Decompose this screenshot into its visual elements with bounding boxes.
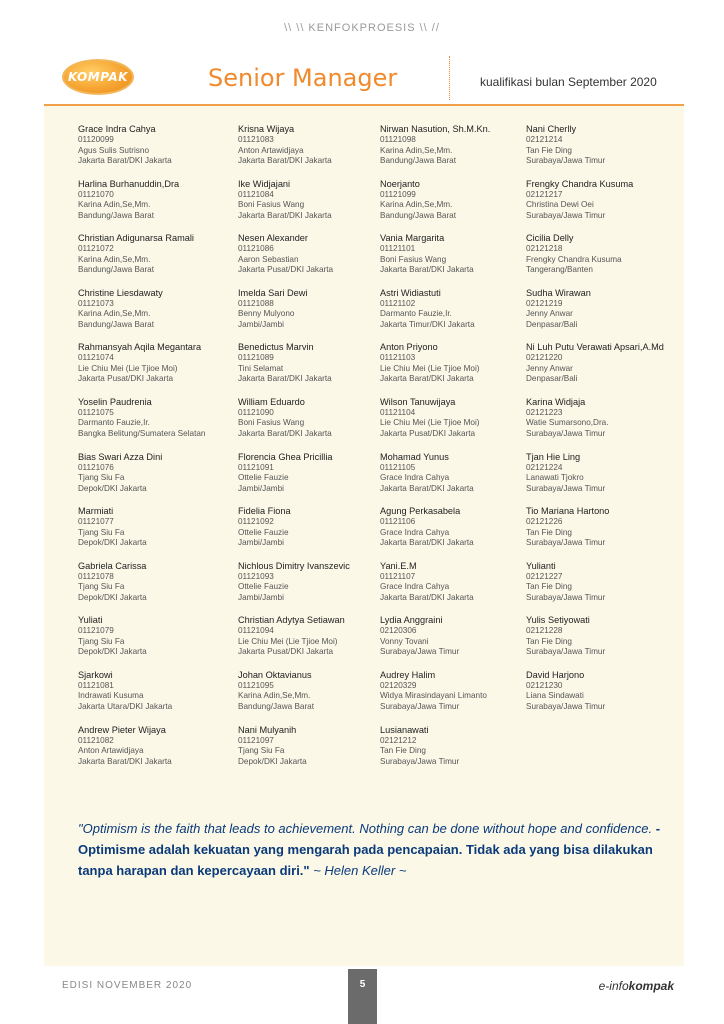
member-entry: [380, 506, 490, 561]
member-location: Jakarta Pusat/DKI Jakarta: [238, 265, 334, 275]
member-location: Jakarta Barat/DKI Jakarta: [238, 428, 332, 438]
member-name: Tio Mariana Hartono: [526, 506, 610, 517]
member-location: Jambi/Jambi: [238, 538, 284, 548]
member-id: 01121098: [380, 135, 416, 144]
quote-author: ~ Helen Keller ~: [313, 863, 407, 878]
member-name: Nichlous Dimitry Ivanszevic: [238, 560, 350, 571]
member-name: William Eduardo: [238, 396, 305, 407]
member-id: 02121227: [526, 571, 563, 581]
quote-english: "Optimism is the faith that leads to achievement. Nothing can be done without hope and confidence.: [78, 821, 653, 836]
member-sponsor: Karina Adin,Se,Mm.: [78, 309, 151, 319]
member-sponsor: Karina Adin,Se,Mm.: [78, 254, 151, 264]
member-id: 01121105: [380, 462, 416, 472]
member-entry: [238, 342, 350, 397]
member-name: Nani Mulyanih: [238, 724, 297, 735]
member-name: Krisna Wijaya: [238, 124, 295, 134]
member-name: Anton Priyono: [380, 342, 438, 353]
member-id: 01121101: [380, 244, 416, 254]
member-name: Yoselin Paudrenia: [78, 396, 152, 407]
member-location: Bandung/Jawa Barat: [238, 701, 315, 711]
member-id: 02120329: [380, 680, 417, 690]
member-name: Andrew Pieter Wijaya: [78, 724, 166, 735]
member-sponsor: Lie Chiu Mei (Lie Tjioe Moi): [380, 418, 480, 428]
member-name: Imelda Sari Dewi: [238, 287, 308, 298]
member-location: Bandung/Jawa Barat: [380, 210, 457, 220]
member-entry: [78, 288, 205, 343]
member-location: Bandung/Jawa Barat: [78, 210, 155, 220]
member-name: Karina Widjaja: [526, 396, 586, 407]
member-location: Jakarta Timur/DKI Jakarta: [380, 319, 475, 329]
member-name: Johan Oktavianus: [238, 669, 312, 680]
member-sponsor: Boni Fasius Wang: [380, 254, 447, 264]
member-id: 01121090: [238, 407, 274, 417]
member-location: Surabaya/Jawa Timur: [380, 701, 460, 711]
member-name: Tjan Hie Ling: [526, 451, 581, 462]
member-location: Bandung/Jawa Barat: [78, 319, 155, 329]
member-id: 02121217: [526, 189, 563, 199]
member-name: Yulis Setiyowati: [526, 615, 590, 626]
member-name: Grace Indra Cahya: [78, 124, 156, 134]
member-id: 02121218: [526, 244, 563, 254]
member-location: Surabaya/Jawa Timur: [380, 756, 460, 766]
quote-indonesian: - Optimisme adalah kekuatan yang mengarah pada pencapaian. Tidak ada yang bisa dilakukan tanpa harapan dan kepercayaan diri.": [78, 821, 661, 878]
member-id: 01121104: [380, 407, 416, 417]
member-entry: [238, 179, 350, 234]
member-name: Astri Widiastuti: [380, 287, 441, 298]
member-name: Vania Margarita: [380, 233, 445, 244]
member-id: 01121097: [238, 735, 274, 745]
member-location: Jakarta Pusat/DKI Jakarta: [380, 428, 476, 438]
member-sponsor: Tan Fie Ding: [526, 527, 572, 537]
member-entry: [78, 452, 205, 507]
member-sponsor: Christina Dewi Oei: [526, 200, 594, 210]
member-location: Surabaya/Jawa Timur: [526, 156, 606, 165]
member-entry: [526, 615, 664, 670]
member-entry: [526, 124, 664, 179]
member-id: 01120099: [78, 135, 114, 144]
member-sponsor: Benny Mulyono: [238, 309, 295, 319]
member-sponsor: Grace Indra Cahya: [380, 527, 450, 537]
member-id: 01121103: [380, 353, 416, 363]
member-name: Fidelia Fiona: [238, 506, 291, 517]
member-location: Jambi/Jambi: [238, 483, 284, 493]
member-entry: [78, 725, 205, 780]
member-entry: [238, 233, 350, 288]
member-sponsor: Lie Chiu Mei (Lie Tjioe Moi): [78, 363, 178, 373]
member-id: 01121089: [238, 353, 274, 363]
member-entry: [78, 342, 205, 397]
member-name: Cicilia Delly: [526, 233, 574, 244]
member-location: Jakarta Barat/DKI Jakarta: [380, 592, 474, 602]
member-name: Audrey Halim: [380, 669, 436, 680]
member-location: Bandung/Jawa Barat: [78, 265, 155, 275]
member-id: 01121074: [78, 353, 114, 363]
member-sponsor: Jenny Anwar: [526, 363, 573, 373]
member-sponsor: Tan Fie Ding: [526, 145, 572, 155]
member-name: David Harjono: [526, 669, 585, 680]
member-location: Jakarta Barat/DKI Jakarta: [380, 538, 474, 548]
member-sponsor: Karina Adin,Se,Mm.: [380, 200, 453, 210]
member-id: 01121077: [78, 517, 114, 527]
member-sponsor: Frengky Chandra Kusuma: [526, 254, 622, 264]
member-name: Nesen Alexander: [238, 233, 308, 244]
member-location: Tangerang/Banten: [526, 265, 593, 275]
member-sponsor: Ottelie Fauzie: [238, 527, 289, 537]
edition-label: EDISI NOVEMBER 2020: [62, 980, 193, 991]
member-id: 01121106: [380, 517, 416, 527]
member-id: 01121088: [238, 298, 274, 308]
member-location: Depok/DKI Jakarta: [78, 538, 147, 548]
member-name: Rahmansyah Aqila Megantara: [78, 342, 202, 353]
member-name: Ike Widjajani: [238, 178, 291, 189]
member-sponsor: Lie Chiu Mei (Lie Tjioe Moi): [380, 363, 480, 373]
brand-bold: kompak: [628, 979, 674, 993]
member-sponsor: Lanawati Tjokro: [526, 473, 584, 483]
member-location: Jakarta Pusat/DKI Jakarta: [78, 374, 174, 384]
member-entry: [380, 561, 490, 616]
page-title: Senior Manager: [208, 64, 398, 92]
member-sponsor: Grace Indra Cahya: [380, 582, 450, 592]
member-entry: [78, 506, 205, 561]
member-location: Surabaya/Jawa Timur: [526, 428, 606, 438]
section-header: [44, 56, 684, 102]
member-location: Surabaya/Jawa Timur: [526, 538, 606, 548]
member-id: 01121078: [78, 571, 114, 581]
member-location: Bangka Belitung/Sumatera Selatan: [78, 428, 206, 438]
member-name: Benedictus Marvin: [238, 342, 314, 353]
member-location: Surabaya/Jawa Timur: [526, 483, 606, 493]
member-name: Mohamad Yunus: [380, 451, 449, 462]
member-entry: [380, 124, 490, 179]
member-id: 01121073: [78, 298, 114, 308]
page-number: 5: [359, 979, 366, 990]
member-id: 01121082: [78, 735, 114, 745]
member-entry: [380, 288, 490, 343]
content-panel: [44, 106, 684, 966]
member-location: Jakarta Barat/DKI Jakarta: [380, 265, 474, 275]
member-location: Jakarta Pusat/DKI Jakarta: [238, 647, 334, 657]
header-divider: [449, 56, 450, 100]
member-id: 02121214: [526, 135, 563, 144]
member-entry: [380, 670, 490, 725]
member-entry: [380, 615, 490, 670]
member-sponsor: Widya Mirasindayani Limanto: [380, 691, 487, 701]
brand-footer: [599, 979, 674, 993]
page-number-box: [348, 969, 377, 1024]
member-location: Jambi/Jambi: [238, 592, 284, 602]
member-location: Surabaya/Jawa Timur: [380, 647, 460, 657]
brand-prefix: e-info: [598, 979, 629, 993]
member-id: 01121084: [238, 189, 274, 199]
member-entry: [380, 397, 490, 452]
member-name: Christian Adigunarsa Ramali: [78, 233, 194, 244]
member-sponsor: Aaron Sebastian: [238, 254, 299, 264]
member-sponsor: Agus Sulis Sutrisno: [78, 145, 149, 155]
member-sponsor: Liana Sindawati: [526, 691, 584, 701]
member-sponsor: Tan Fie Ding: [526, 636, 572, 646]
member-name: Sjarkowi: [78, 669, 113, 680]
member-entry: [526, 561, 664, 616]
member-location: Jakarta Utara/DKI Jakarta: [78, 701, 173, 711]
member-entry: [380, 452, 490, 507]
member-location: Surabaya/Jawa Timur: [526, 592, 606, 602]
member-entry: [526, 233, 664, 288]
member-name: Harlina Burhanuddin,Dra: [78, 178, 180, 189]
member-name: Noerjanto: [380, 178, 420, 189]
member-location: Jakarta Barat/DKI Jakarta: [238, 156, 332, 165]
member-id: 01121079: [78, 626, 114, 636]
member-location: Jakarta Barat/DKI Jakarta: [238, 374, 332, 384]
member-id: 01121091: [238, 462, 274, 472]
member-column-3: [380, 124, 490, 779]
member-location: Surabaya/Jawa Timur: [526, 210, 606, 220]
member-entry: [526, 506, 664, 561]
member-name: Yulianti: [526, 560, 556, 571]
member-location: Depok/DKI Jakarta: [78, 647, 147, 657]
member-entry: [78, 615, 205, 670]
member-location: Surabaya/Jawa Timur: [526, 701, 606, 711]
member-location: Denpasar/Bali: [526, 319, 578, 329]
member-sponsor: Grace Indra Cahya: [380, 473, 450, 483]
member-id: 01121094: [238, 626, 274, 636]
member-location: Jakarta Barat/DKI Jakarta: [78, 156, 172, 165]
member-id: 01121075: [78, 407, 114, 417]
member-sponsor: Anton Artawidjaya: [238, 145, 304, 155]
member-sponsor: Lie Chiu Mei (Lie Tjioe Moi): [238, 636, 338, 646]
member-sponsor: Boni Fasius Wang: [238, 418, 305, 428]
member-sponsor: Karina Adin,Se,Mm.: [78, 200, 151, 210]
member-id: 01121072: [78, 244, 114, 254]
member-entry: [238, 615, 350, 670]
member-name: Nani Cherlly: [526, 124, 577, 134]
member-entry: [380, 179, 490, 234]
member-id: 02121212: [380, 735, 417, 745]
member-entry: [238, 124, 350, 179]
member-entry: [238, 506, 350, 561]
member-location: Depok/DKI Jakarta: [78, 483, 147, 493]
member-sponsor: Tjang Siu Fa: [78, 527, 125, 537]
member-name: Christian Adytya Setiawan: [238, 615, 345, 626]
member-location: Bandung/Jawa Barat: [380, 156, 457, 165]
member-name: Frengky Chandra Kusuma: [526, 178, 634, 189]
member-sponsor: Anton Artawidjaya: [78, 746, 144, 756]
member-entry: [238, 561, 350, 616]
member-sponsor: Tjang Siu Fa: [78, 582, 125, 592]
member-location: Depok/DKI Jakarta: [238, 756, 307, 766]
member-entry: [78, 233, 205, 288]
member-entry: [526, 397, 664, 452]
member-column-1: [78, 124, 205, 779]
member-sponsor: Ottelie Fauzie: [238, 473, 289, 483]
member-sponsor: Darmanto Fauzie,Ir.: [78, 418, 150, 428]
magazine-header: \\ \\ KENFOKPROESIS \\ //: [284, 22, 440, 34]
member-location: Jakarta Barat/DKI Jakarta: [380, 374, 474, 384]
member-id: 01121070: [78, 189, 114, 199]
member-sponsor: Tan Fie Ding: [380, 746, 426, 756]
member-entry: [238, 397, 350, 452]
member-entry: [526, 288, 664, 343]
member-location: Surabaya/Jawa Timur: [526, 647, 606, 657]
member-id: 02121230: [526, 680, 563, 690]
member-entry: [78, 561, 205, 616]
kompak-logo: KOMPAK: [62, 59, 134, 95]
member-entry: [526, 342, 664, 397]
member-sponsor: Karina Adin,Se,Mm.: [238, 691, 311, 701]
member-name: Nirwan Nasution, Sh.M.Kn.: [380, 124, 491, 134]
member-id: 02121228: [526, 626, 563, 636]
member-sponsor: Ottelie Fauzie: [238, 582, 289, 592]
member-entry: [526, 452, 664, 507]
member-name: Lydia Anggraini: [380, 615, 443, 626]
member-entry: [380, 725, 490, 780]
member-id: 02121220: [526, 353, 563, 363]
member-id: 02121224: [526, 462, 563, 472]
member-location: Jakarta Barat/DKI Jakarta: [78, 756, 172, 766]
member-sponsor: Tan Fie Ding: [526, 582, 572, 592]
member-entry: [238, 288, 350, 343]
member-entry: [78, 124, 205, 179]
member-location: Denpasar/Bali: [526, 374, 578, 384]
quote-block: [78, 818, 668, 881]
member-id: 02121226: [526, 517, 563, 527]
member-id: 01121083: [238, 135, 274, 144]
member-id: 02121219: [526, 298, 563, 308]
member-sponsor: Tini Selamat: [238, 363, 284, 373]
member-name: Ni Luh Putu Verawati Apsari,A.Md: [526, 342, 664, 353]
member-id: 01121092: [238, 517, 274, 527]
member-id: 01121076: [78, 462, 114, 472]
member-column-2: [238, 124, 350, 779]
member-sponsor: Boni Fasius Wang: [238, 200, 305, 210]
member-name: Florencia Ghea Pricillia: [238, 451, 333, 462]
member-name: Wilson Tanuwijaya: [380, 396, 456, 407]
member-sponsor: Darmanto Fauzie,Ir.: [380, 309, 452, 319]
member-id: 01121086: [238, 244, 274, 254]
member-name: Christine Liesdawaty: [78, 287, 163, 298]
member-sponsor: Vonny Tovani: [380, 636, 429, 646]
member-name: Agung Perkasabela: [380, 506, 461, 517]
member-sponsor: Tjang Siu Fa: [78, 473, 125, 483]
member-entry: [380, 342, 490, 397]
member-entry: [526, 179, 664, 234]
member-entry: [526, 670, 664, 725]
member-entry: [380, 233, 490, 288]
member-entry: [238, 670, 350, 725]
member-name: Yani.E.M: [380, 560, 417, 571]
member-id: 01121081: [78, 680, 114, 690]
member-id: 01121095: [238, 680, 274, 690]
member-name: Sudha Wirawan: [526, 287, 591, 298]
member-id: 01121107: [380, 571, 416, 581]
member-id: 02121223: [526, 407, 563, 417]
member-sponsor: Indrawati Kusuma: [78, 691, 144, 701]
member-column-4: [526, 124, 664, 725]
member-location: Jambi/Jambi: [238, 319, 284, 329]
member-sponsor: Tjang Siu Fa: [78, 636, 125, 646]
member-name: Marmiati: [78, 506, 114, 517]
member-sponsor: Karina Adin,Se,Mm.: [380, 145, 453, 155]
member-sponsor: Tjang Siu Fa: [238, 746, 285, 756]
member-entry: [78, 670, 205, 725]
member-sponsor: Jenny Anwar: [526, 309, 573, 319]
member-sponsor: Watie Sumarsono,Dra.: [526, 418, 609, 428]
member-entry: [78, 179, 205, 234]
member-name: Gabriela Carissa: [78, 560, 147, 571]
page-subtitle: kualifikasi bulan September 2020: [480, 75, 657, 89]
member-name: Yuliati: [78, 615, 103, 626]
member-name: Bias Swari Azza Dini: [78, 451, 163, 462]
member-location: Jakarta Barat/DKI Jakarta: [238, 210, 332, 220]
member-location: Depok/DKI Jakarta: [78, 592, 147, 602]
member-name: Lusianawati: [380, 724, 429, 735]
member-id: 01121099: [380, 189, 416, 199]
member-id: 01121093: [238, 571, 274, 581]
member-entry: [78, 397, 205, 452]
member-entry: [238, 452, 350, 507]
member-entry: [238, 725, 350, 780]
member-id: 01121102: [380, 298, 416, 308]
member-location: Jakarta Barat/DKI Jakarta: [380, 483, 474, 493]
member-id: 02120306: [380, 626, 417, 636]
